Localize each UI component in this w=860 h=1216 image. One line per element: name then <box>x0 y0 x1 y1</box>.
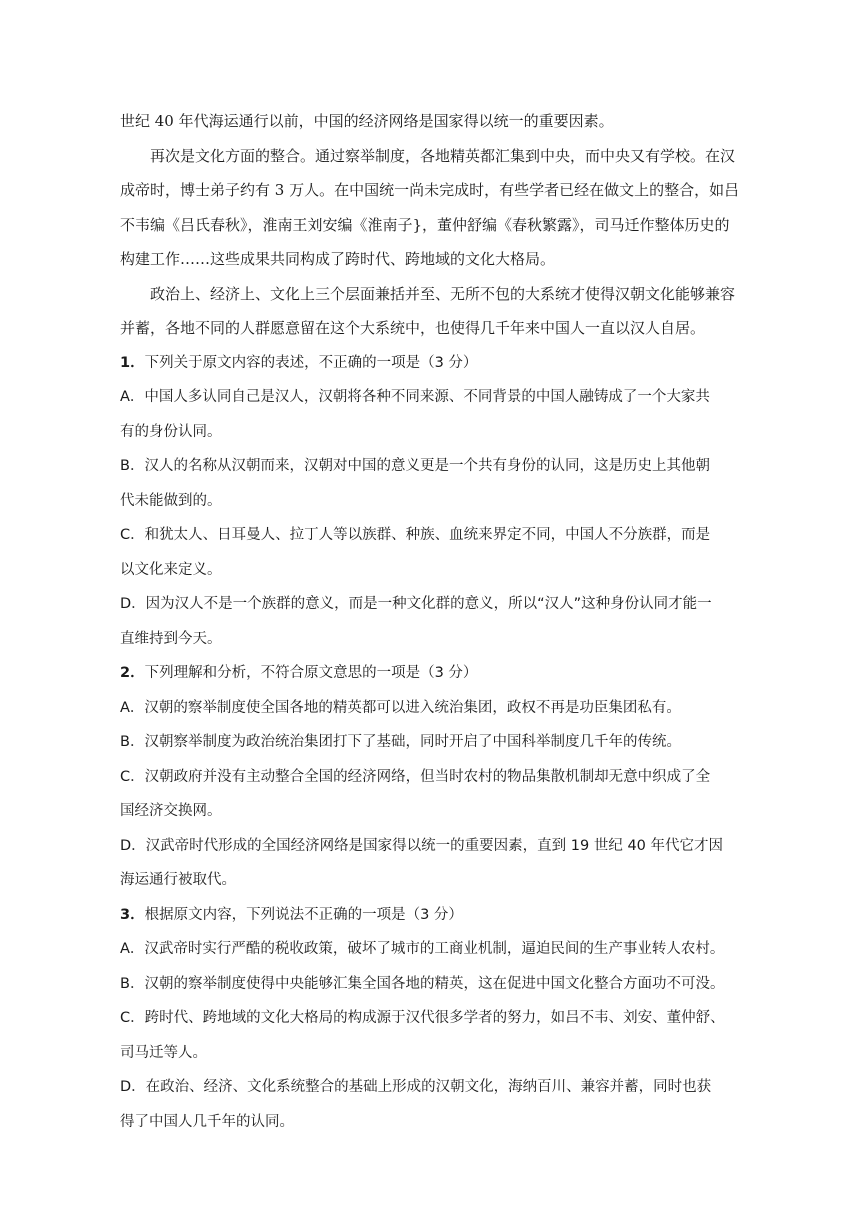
option-a-line: A．汉武帝时实行严酷的税收政策，破坏了城市的工商业机制，逼迫民间的生产事业转人农村。 <box>120 941 725 957</box>
option-b-line: B．汉朝察举制度为政治统治集团打下了基础，同时开启了中国科举制度几千年的传统。 <box>120 734 681 750</box>
passage-line: 不韦编《吕氏春秋》，淮南王刘安编《淮南子}，董仲舒编《春秋繁露》，司马迁作整体历史的 <box>120 215 730 234</box>
option-d-line: D．汉武帝时代形成的全国经济网络是国家得以统一的重要因素，直到 19 世纪 40 年代它才因 <box>120 837 723 854</box>
passage-line: 世纪 40 年代海运通行以前，中国的经济网络是国家得以统一的重要因素。 <box>120 112 614 130</box>
passage-line: 再次是文化方面的整合。通过察举制度，各地精英都汇集到中央，而中央又有学校。在汉 <box>150 146 736 165</box>
question-number: 3． <box>120 906 145 923</box>
question-stem <box>120 898 742 933</box>
option-c-line: C．和犹太人、日耳曼人、拉丁人等以族群、种族、血统来界定不同，中国人不分族群，而是 <box>120 527 711 543</box>
option-b-line: 代未能做到的。 <box>120 492 222 509</box>
question-text: 下列理解和分析，不符合原文意思的一项是（3 分） <box>144 665 478 681</box>
question-number: 2． <box>120 665 145 681</box>
question-text: 根据原文内容，下列说法不正确的一项是（3 分） <box>144 906 463 923</box>
option-c-line: C．跨时代、跨地域的文化大格局的构成源于汉代很多学者的努力，如吕不韦、刘安、董仲舒、 <box>120 1010 725 1026</box>
question-stem <box>120 656 742 691</box>
option-b-line: B．汉朝的察举制度使得中央能够汇集全国各地的精英，这在促进中国文化整合方面功不可没。 <box>120 975 725 992</box>
passage-line: 并蓄，各地不同的人群愿意留在这个大系统中，也使得几千年来中国人一直以汉人自居。 <box>120 319 706 337</box>
option-a-line: 有的身份认同。 <box>120 423 222 440</box>
option-c-line: 国经济交换网。 <box>120 803 222 819</box>
option-c-line: 以文化来定义。 <box>120 561 222 578</box>
option-d-line: D．因为汉人不是一个族群的意义，而是一种文化群的意义，所以“汉人”这种身份认同才能一 <box>120 596 712 612</box>
page-content <box>120 104 742 1139</box>
option-d-line: 海运通行被取代。 <box>120 872 236 888</box>
question-text: 下列关于原文内容的表述，不正确的一项是（3 分） <box>144 354 478 371</box>
option-d-line: D．在政治、经济、文化系统整合的基础上形成的汉朝文化，海纳百川、兼容并蓄，同时也获 <box>120 1079 712 1095</box>
passage-line: 成帝时，博士弟子约有 3 万人。在中国统一尚未完成时，有些学者已经在做文上的整合，如吕 <box>120 181 740 199</box>
question-stem <box>120 346 742 381</box>
option-d-line: 直维持到今天。 <box>120 630 222 647</box>
option-a-line: A．中国人多认同自己是汉人，汉朝将各种不同来源、不同背景的中国人融铸成了一个大家共 <box>120 389 710 405</box>
option-a-line: A．汉朝的察举制度使全国各地的精英都可以进入统治集团，政权不再是功臣集团私有。 <box>120 699 681 716</box>
option-c-line: 司马迁等人。 <box>120 1044 207 1061</box>
option-b-line: B．汉人的名称从汉朝而来，汉朝对中国的意义更是一个共有身份的认同，这是历史上其他朝 <box>120 458 710 474</box>
passage-line: 政治上、经济上、文化上三个层面兼括并至、无所不包的大系统才使得汉朝文化能够兼容 <box>150 284 736 303</box>
passage-line: 构建工作……这些成果共同构成了跨时代、跨地域的文化大格局。 <box>120 250 556 268</box>
option-d-line: 得了中国人几千年的认同。 <box>120 1113 294 1130</box>
question-number: 1． <box>120 354 145 371</box>
option-c-line: C．汉朝政府并没有主动整合全国的经济网络，但当时农村的物品集散机制却无意中织成了全 <box>120 768 711 785</box>
